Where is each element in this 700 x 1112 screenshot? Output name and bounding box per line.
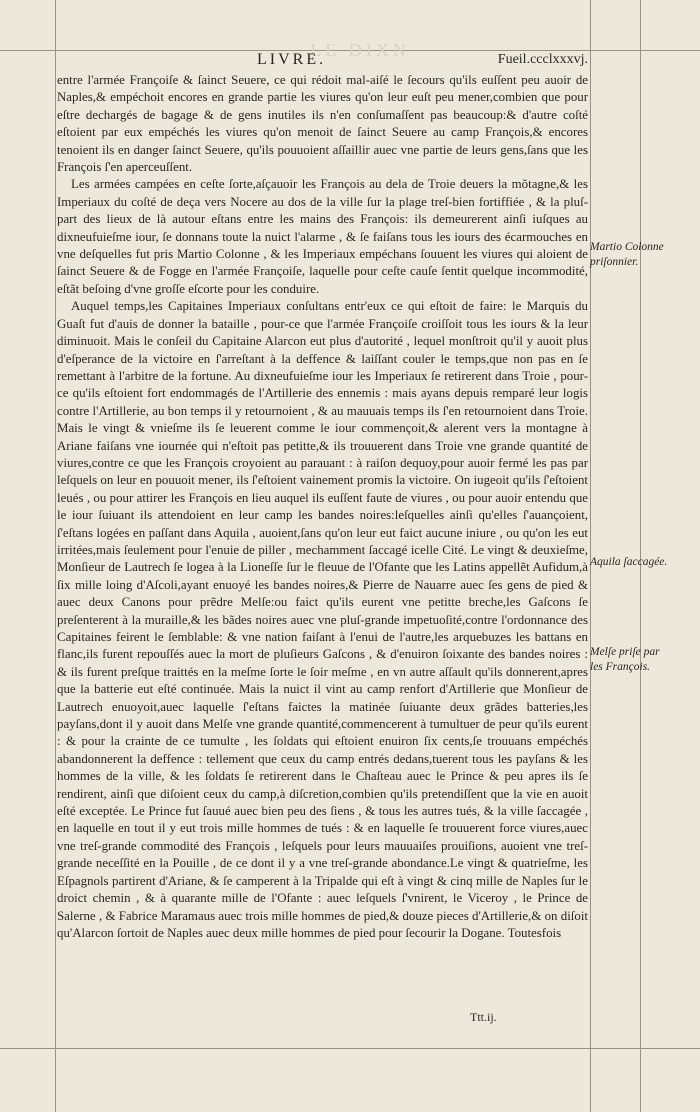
- folio-number: Fueil.ccclxxxvj.: [497, 52, 588, 67]
- paragraph: entre l'armée Françoiſe & ſainct Seuere, ce qui rédoit mal-aiſé le ſecours qu'ils euſſent peu auoir de Naples,& empéchoit encores en grande partie les viures qu'on leur euſt peu mener,combien que pour eſtre dechargés de bagage & de gens inutiles ils n'en conſumaſſent pas beaucoup:& d'autre coſté eſtoient par eux empéchés les viures qu'on menoit de ſainct Seuere au camp François,& encores tenoient ils en danger ſainct Seuere, qu'ils pouuoient aſſaillir auec vne partie de leurs gens,ſans que les François ſ'en aperceuſſent.: [57, 73, 588, 175]
- paragraph: Les armées campées en ceſte ſorte,aſçauoir les François au dela de Troie deuers la mõtagne,& les Imperiaux du coſté de deça vers Nocere au dos de la ville ſur la plage treſ-bien fortiffiée , & la pluſ-part des lieux de là autour eſtans entre les mains des François: ils demeurerent ainſi iuſques au dixneufuieſme iour, ſe donnans toute la nuict l'alarme , & ſe faiſans tous les iours des écarmouches en vne deſquelles fut pris Martio Colonne , & les Imperiaux empéchans ſouuent les viures qui aloient de ſainct Seuere & de Fogge en l'armée Françoiſe, laquelle pour ceſte cauſe ſentit quelque incommodité, eſtãt beſoing d'vne groſſe eſcorte pour les conduire.: [57, 177, 588, 296]
- marginal-note: Aquila ſaccagée.: [590, 556, 668, 568]
- page-rule-left: [55, 0, 56, 1112]
- bleed-through-text: LE DIXN: [310, 40, 410, 60]
- signature-mark: Ttt.ij.: [470, 1010, 497, 1024]
- body-text: [57, 72, 588, 942]
- paragraph: Auquel temps,les Capitaines Imperiaux conſultans entr'eux ce qui eſtoit de faire: le Marquis du Guaſt fut d'auis de donner la bataille , pour-ce que l'armée Françoiſe croiſſoit tous les iours & la leur diminuoit. Mais le conſeil du Capitaine Alarcon eut plus d'autorité , lequel monſtroit qu'il y auoit plus d'eſperance de la victoire en ſ'arreſtant à la deffence & laiſſant couler le temps,que non pas en ſe remettant à l'arbitre de la fortune. Au dixneufuieſme iour les Imperiaux ſe retirerent dans Troie , pour-ce qu'ils eſtoient fort endommagés de l'Artillerie des ennemis : mais ayans depuis remparé leur logis contre l'Artillerie, au bon temps il y retournoient , & au mauuais temps ils ſ'en retournoient dans Troie. Mais le vingt & vnieſme ils ſe leuerent comme le iour commençoit,& alerent vers la montagne à Ariane faiſans vne iournée qui n'eſtoit pas petitte,& ils trouuerent dans Troie vne grande quantité de viures,contre ce que les François croyoient au parauant : à raiſon dequoy,pour auoir fermé les pas par leſquels on leur en pouuoit mener, ils ſ'eſtoient vainement promis la victoire. On iugeoit qu'ils ſ'eſtoient leués , ou pour attirer les François en lieu auquel ils euſſent faute de viures , ou pour auoir entendu que le iour ſuiuant ils attendoient en leur camp les bandes noires:leſquelles ainſi qu'elles ſ'auançoient, ſ'eſtans logées en paſſant dans Aquila , auoient,ſans qu'on leur eut faict aucune iniure , ou qu'on les eut irritées,mais ſeulement pour l'enuie de piller , mechamment ſaccagé icelle Cité. Le vingt & deuxieſme, Monſieur de Lautrech ſe logea à la Lioneſſe ſur le fleuue de l'Ofante que les Latins appellẽt Aufidum,à ſix mille loing d'Aſcoli,ayant enuoyé les bandes noires,& Pierre de Nauarre auec ſes gens de pied & auec deux Canons pour prẽdre Melſe:ou faict qu'ils eurent vne petitte breche,les Gaſcons ſe preſenterent à la muraille,& les bãdes noires auec vne pluſ-grande impetuoſité,contre l'ordonnance des Capitaines feirent le ſemblable: & vne nation faiſant à l'enui de l'autre,les arquebuzes les battans en flanc,ils furent repouſſés auec la mort de pluſieurs Gaſcons , & d'enuiron ſoixante des bandes noires : & ils furent preſque traittés en la meſme ſorte le ſoir meſme , en vn autre aſſault qu'ils donnerent,apres que la batterie eut eſté continuée. Mais la nuict il vint au camp renfort d'Artillerie que Monſieur de Lautrech enuoyoit,auec laquelle ſ'eſtans faictes la matinée ſuiuante deux grãdes batteries,les payſans,dont il y auoit dans Melſe vne grande quantité,commencerent à tumultuer de peur qu'ils eurent : & pour la crainte de ce tumulte , les ſoldats qui eſtoient enuiron ſix cents,ſe trouuans empéchés abandonnerent la deffence : tellement que ceux du camp entrés dedans,tuerent tous les payſans & les hommes de la ville, & les ſoldats ſe retirerent dans le Chaſteau auec le Prince & peu apres ils ſe rendirent, ainſi que diſoient ceux du camp,à diſcretion,combien qu'ils pretendiſſent que la vie en auoit eſté exceptée. Le Prince fut ſauué auec bien peu des ſiens , & tous les autres tués, & la ville ſaccagée , en laquelle en tout il y eut trois mille hommes de tués : & en laquelle ſe trouuerent force viures,auec vne treſ-grande commodité des François , leſquels pour leurs mauuaiſes prouiſions, auoient vne treſ-grande neceſſité en la Pouille , de ce dont il y a vne treſ-grande abondance.Le vingt & quatrieſme, les Eſpagnols partirent d'Ariane, & ſe camperent à la Tripalde qui eſt à vingt & cinq mille de Naples ſur le droict chemin , & à quarante mille de l'Ofante : auec leſquels ſ'vnirent, le Viceroy , le Prince de Salerne , & Fabrice Maramaus auec trois mille hommes de pied,& douze pieces d'Artillerie,& on diſoit qu'Alarcon ſortoit de Naples auec deux mille hommes de pied pour ſecourir la Dogane. Toutesfois: [57, 299, 588, 940]
- running-title: LIVRE.: [257, 51, 327, 68]
- marginal-note: Melſe priſe par les François.: [590, 646, 660, 673]
- running-header: [57, 51, 588, 71]
- marginal-note: Martio Colonne priſonnier.: [590, 241, 664, 268]
- page-rule-bottom: [0, 1048, 700, 1049]
